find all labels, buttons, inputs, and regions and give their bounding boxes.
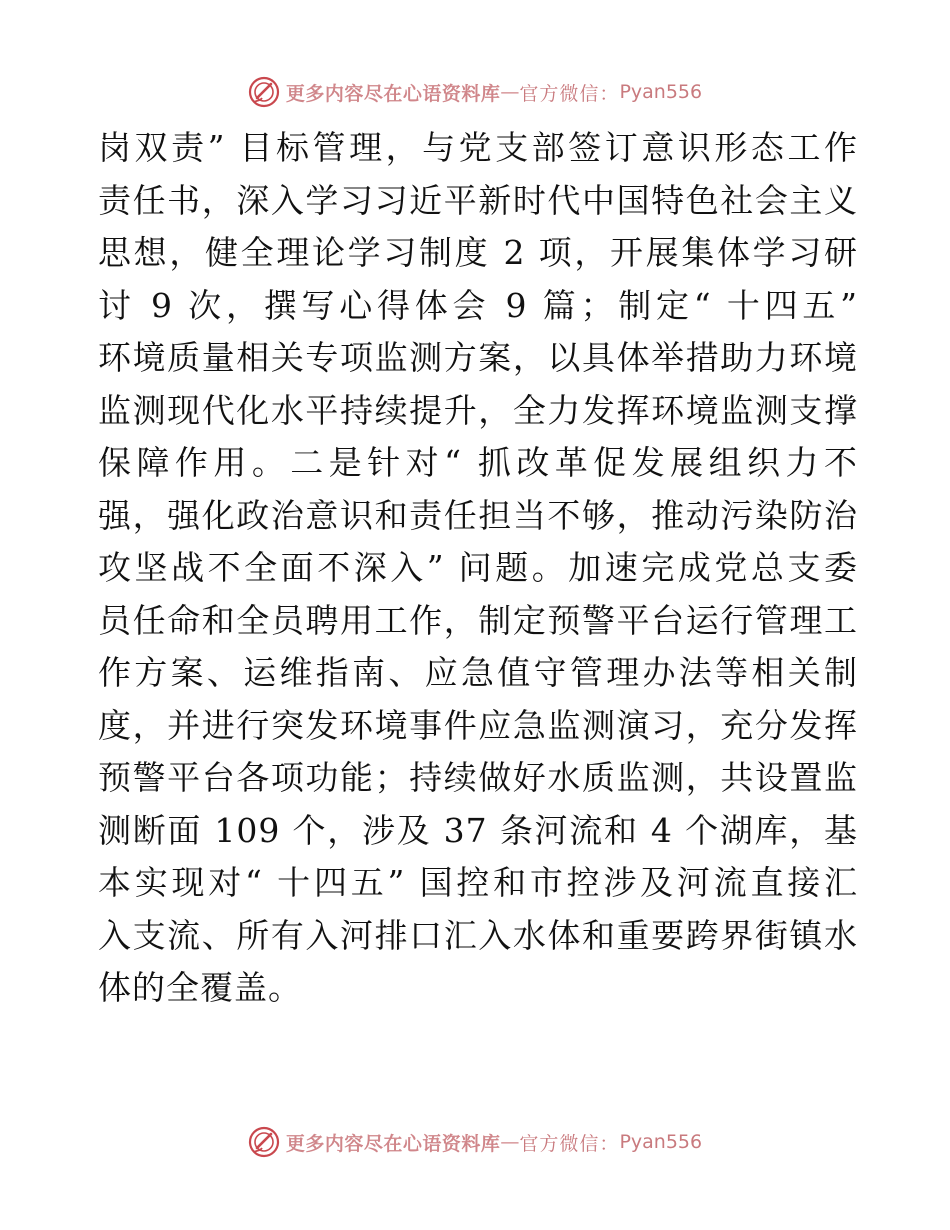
body-line: 本实现对“ 十四五” 国控和市控涉及河流直接汇 <box>98 863 858 902</box>
brand-logo-icon <box>248 1126 280 1158</box>
banner-dash: — <box>500 1131 520 1153</box>
body-line: 入支流、所有入河排口汇入水体和重要跨界街镇水 <box>98 915 858 955</box>
body-line: 作方案、运维指南、应急值守管理办法等相关制 <box>98 653 858 692</box>
banner-main-text: 更多内容尽在心语资料库 <box>285 1132 501 1155</box>
banner-wechat-id: Pyan556 <box>619 1131 703 1153</box>
body-line: 强，强化政治意识和责任担当不够，推动污染防治 <box>98 495 858 535</box>
banner-wechat-id: Pyan556 <box>619 81 703 103</box>
banner-dash: — <box>500 81 520 103</box>
body-line: 测断面 109 个，涉及 37 条河流和 4 个湖库，基 <box>98 810 858 850</box>
brand-logo-icon <box>248 76 280 108</box>
body-line: 讨 9 次，撰写心得体会 9 篇；制定“ 十四五” <box>98 285 858 325</box>
banner-main-text: 更多内容尽在心语资料库 <box>285 82 501 105</box>
body-line: 监测现代化水平持续提升，全力发挥环境监测支撑 <box>98 390 858 430</box>
body-line: 预警平台各项功能；持续做好水质监测，共设置监 <box>98 758 858 797</box>
body-line: 员任命和全员聘用工作，制定预警平台运行管理工 <box>98 600 858 640</box>
banner-wechat-label: 官方微信： <box>519 82 620 105</box>
document-body <box>98 122 858 1015</box>
body-line: 保障作用。二是针对“ 抓改革促发展组织力不 <box>98 443 858 482</box>
header-banner <box>0 72 950 112</box>
footer-banner <box>0 1122 950 1162</box>
banner-wechat-label: 官方微信： <box>519 1132 620 1155</box>
body-line: 攻坚战不全面不深入” 问题。加速完成党总支委 <box>98 548 858 587</box>
body-line: 责任书，深入学习习近平新时代中国特色社会主义 <box>98 180 858 220</box>
body-line: 思想，健全理论学习制度 2 项，开展集体学习研 <box>98 233 858 272</box>
body-line: 体的全覆盖。 <box>98 968 302 1007</box>
body-line: 岗双责” 目标管理，与党支部签订意识形态工作 <box>98 128 858 167</box>
body-line: 度，并进行突发环境事件应急监测演习，充分发挥 <box>98 705 858 745</box>
body-line: 环境质量相关专项监测方案，以具体举措助力环境 <box>98 338 858 377</box>
